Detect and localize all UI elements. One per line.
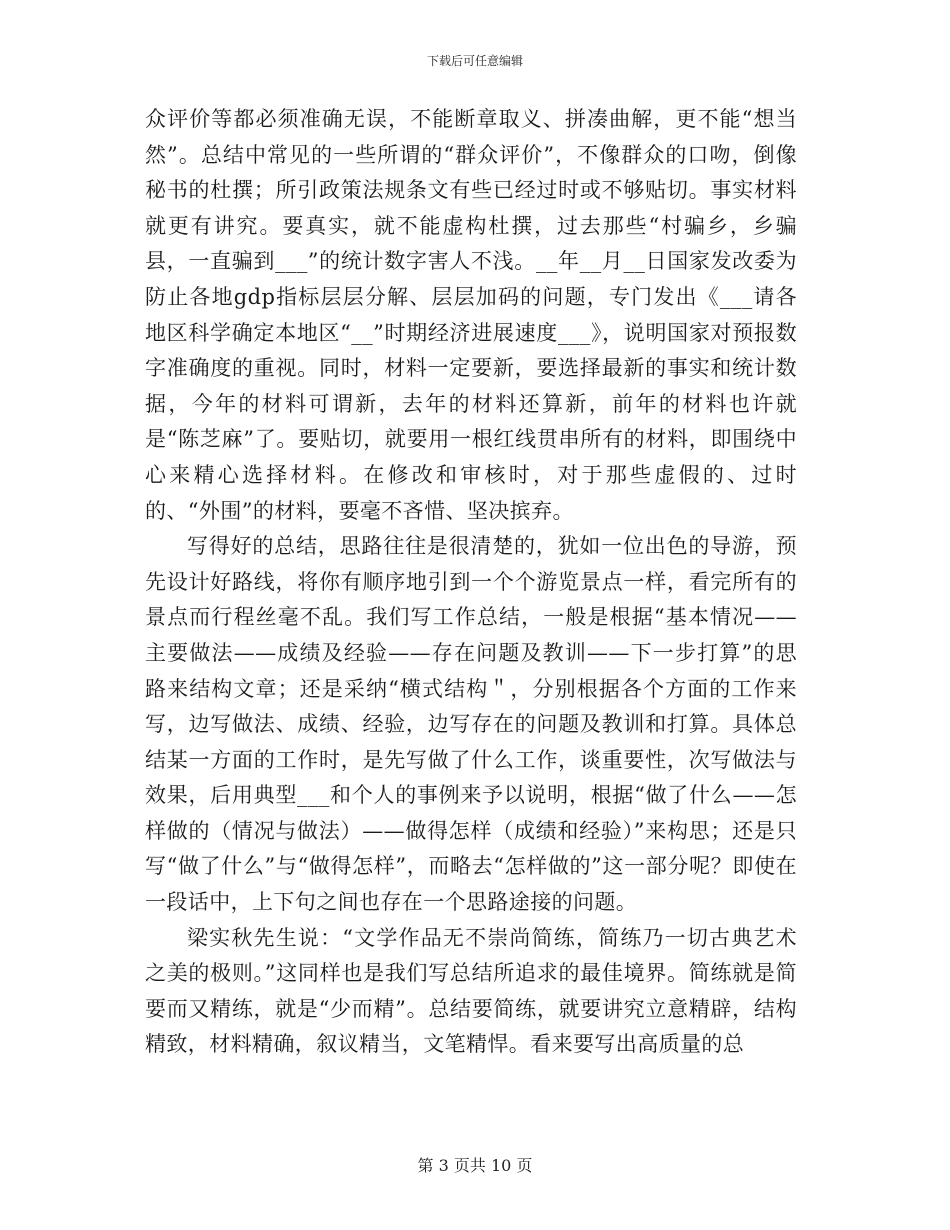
document-body bbox=[145, 102, 797, 1063]
page-header: 下载后可任意编辑 bbox=[426, 54, 523, 68]
paragraph-3: 梁实秋先生说：“文学作品无不崇尚简练，简练乃一切古典艺术之美的极则。”这同样也是我们写总结所追求的最佳境界。简练就是简要而又精练，就是“少而精”。总结要简练，就要讲究立意精辟，结构精致，材料精确，叙议精当，文笔精悍。看来要写出高质量的总 bbox=[145, 925, 797, 1057]
page-number-footer: 第 3 页共 10 页 bbox=[417, 1156, 533, 1175]
paragraph-1: 众评价等都必须准确无误，不能断章取义、拼凑曲解，更不能“想当然”。总结中常见的一些所谓的“群众评价”，不像群众的口吻，倒像秘书的杜撰；所引政策法规条文有些已经过时或不够贴切。事实材料就更有讲究。要真实，就不能虚构杜撰，过去那些“村骗乡，乡骗县，一直骗到___”的统计数字害人不浅。__年__月__日国家发改委为防止各地gdp指标层层分解、层层加码的问题，专门发出《___请各地区科学确定本地区“__”时期经济进展速度___》，说明国家对预报数字准确度的重视。同时，材料一定要新，要选择最新的事实和统计数据，今年的材料可谓新，去年的材料还算新，前年的材料也许就是“陈芝麻”了。要贴切，就要用一根红线贯串所有的材料，即围绕中心来精心选择材料。在修改和审核时，对于那些虚假的、过时的、“外围”的材料，要毫不吝惜、坚决摈弃。 bbox=[145, 107, 797, 523]
paragraph-2: 写得好的总结，思路往往是很清楚的，犹如一位出色的导游，预先设计好路线，将你有顺序地引到一个个游览景点一样，看完所有的景点而行程丝毫不乱。我们写工作总结，一般是根据“基本情况——主要做法——成绩及经验——存在问题及教训——下一步打算”的思路来结构文章；还是采纳“横式结构＂，分别根据各个方面的工作来写，边写做法、成绩、经验，边写存在的问题及教训和打算。具体总结某一方面的工作时，是先写做了什么工作，谈重要性，次写做法与效果，后用典型___和个人的事例来予以说明，根据“做了什么——怎样做的（情况与做法）——做得怎样（成绩和经验）”来构思；还是只写“做了什么”与“做得怎样”，而略去“怎样做的”这一部分呢？即使在一段话中，上下句之间也存在一个思路途接的问题。 bbox=[145, 534, 797, 915]
